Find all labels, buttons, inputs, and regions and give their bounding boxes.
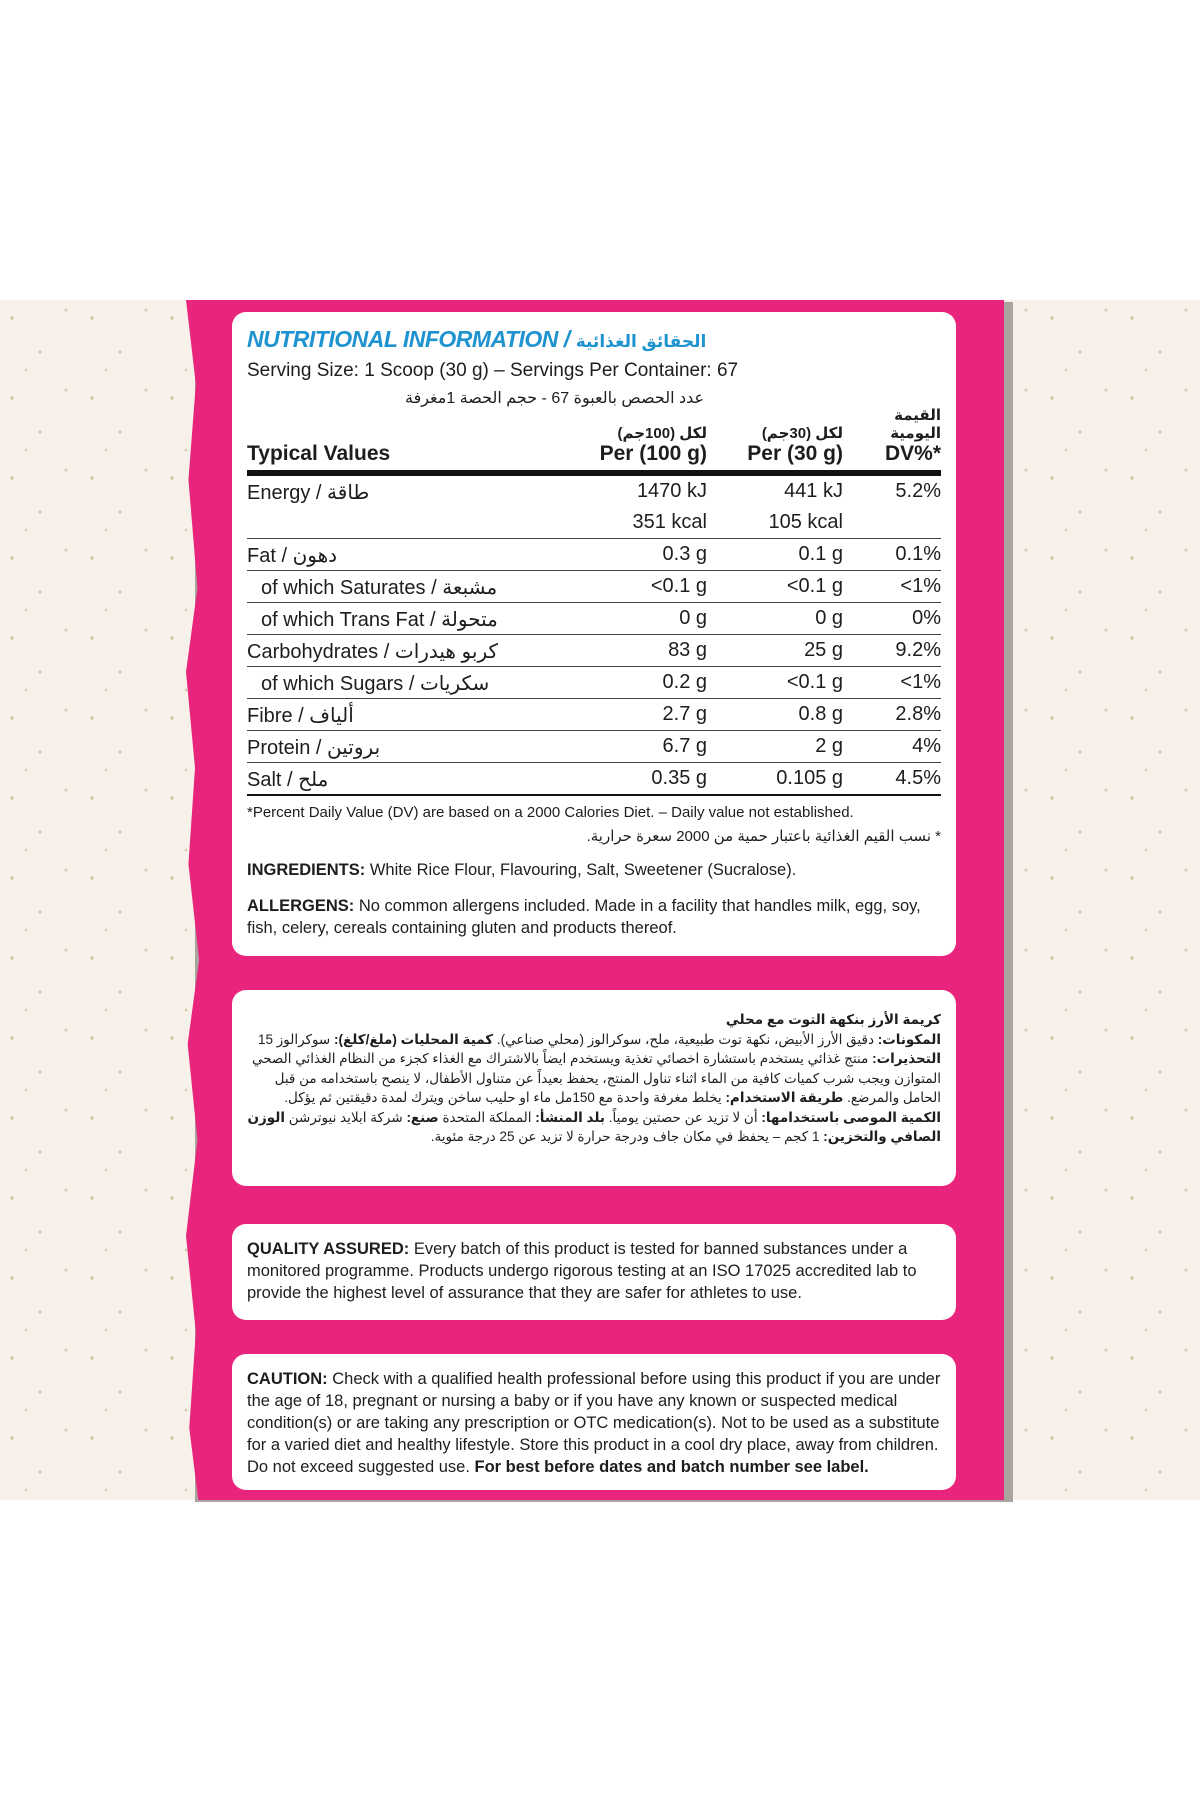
row-per-100g: 1470 kJ	[636, 480, 707, 502]
row-per-100g: 2.7 g	[662, 703, 707, 725]
header-per-30g-en: Per (30 g)	[747, 442, 843, 465]
header-daily-value	[843, 406, 941, 466]
caution-label: CAUTION:	[247, 1370, 328, 1388]
arabic-warnings-text: منتج غذائي يستخدم باستشارة اخصائي تغذية ويستخدم ايضاً بالاشتراك مع الغذاء كجزء من النظام الغذائي الصحي المتوازن ويجب شرب كميات كافية من الماء اثناء تناول المنتج، يحفظ بعيداً عن متناول الأطفال، لا ينصح باستخدامه من قبل الحامل والمرضع.	[251, 1051, 941, 1105]
header-daily-value-ar: القيمة اليومية	[890, 407, 941, 442]
arabic-sweetener-text: سوكرالوز 15	[257, 1031, 334, 1047]
row-per-30g: 25 g	[804, 639, 843, 661]
serving-info: Serving Size: 1 Scoop (30 g) – Servings Per Container: 67	[247, 360, 739, 381]
row-daily-value: 2.8%	[895, 703, 941, 725]
arabic-info-text	[247, 1010, 941, 1147]
row-daily-value: 0%	[912, 607, 941, 629]
arabic-sweetener-label: كمية المحليات (ملغ/كلغ):	[334, 1031, 497, 1047]
row-label: Carbohydrates / كربو هيدرات	[247, 641, 498, 663]
row-per-30g: 0.105 g	[776, 767, 843, 789]
nutrition-title	[247, 326, 941, 356]
row-per-30g: <0.1 g	[786, 671, 843, 693]
caution-text: Check with a qualified health professional before using this product if you are under the age of 18, pregnant or nursing a baby or if you have any known or suspected medical condition(s) or are taking any prescription or OTC medication(s). Not to be used as a substitute for a varied diet and healthy lifestyle. Store this product in a cool dry place, away from children. Do not exceed suggested use.	[247, 1370, 941, 1476]
arabic-origin-label: بلد المنشأ:	[535, 1109, 605, 1125]
header-per-100g	[527, 424, 707, 466]
row-daily-value: 9.2%	[895, 639, 941, 661]
arabic-product-title: كريمة الأرز بنكهة التوت مع محلي	[725, 1012, 941, 1027]
header-per-30g	[707, 424, 843, 466]
row-per-30g: 0.1 g	[798, 543, 843, 565]
header-per-30g-ar: لكل (30جم)	[761, 425, 843, 442]
allergens	[247, 895, 941, 939]
row-per-100g: 0.35 g	[651, 767, 707, 789]
row-label: Protein / بروتين	[247, 737, 381, 759]
arabic-weight-text: 1 كجم – يحفظ في مكان جاف ودرجة حرارة لا تزيد عن 25 درجة مئوية.	[430, 1129, 824, 1144]
header-typical-values: Typical Values	[247, 442, 391, 465]
arabic-amount-text: أن لا تزيد عن حصتين يومياً.	[608, 1109, 762, 1125]
header-daily-value-en: DV%*	[884, 442, 941, 465]
row-daily-value: <1%	[900, 575, 941, 597]
row-daily-value: <1%	[900, 671, 941, 693]
row-per-100g-kcal: 351 kcal	[632, 511, 707, 533]
arabic-weight-label: الوزن الصافي والتخزين:	[247, 1109, 941, 1144]
quality-label: QUALITY ASSURED:	[247, 1240, 410, 1258]
table-row	[247, 571, 941, 603]
row-label: Energy / طاقة	[247, 482, 370, 504]
table-row	[247, 539, 941, 571]
row-label: of which Saturates / مشبعة	[261, 577, 498, 599]
row-label: of which Sugars / سكريات	[261, 673, 490, 695]
ingredients	[247, 859, 941, 881]
arabic-info-card	[232, 990, 956, 1186]
caution-card	[232, 1354, 956, 1490]
arabic-maker-label: صنع:	[406, 1109, 439, 1125]
quality-assured	[247, 1238, 941, 1304]
table-row	[247, 731, 941, 763]
row-daily-value: 5.2%	[895, 480, 941, 502]
row-per-100g: 6.7 g	[662, 735, 707, 757]
arabic-usage-label: طريقة الاستخدام:	[725, 1090, 844, 1105]
allergens-text: No common allergens included. Made in a facility that handles milk, egg, soy, fish, celery, cereals containing gluten and products thereof.	[247, 897, 921, 937]
row-per-100g: 83 g	[668, 639, 707, 661]
arabic-ingredients-label: المكونات:	[877, 1031, 941, 1047]
row-per-30g: 0.8 g	[798, 703, 843, 725]
footnote-ar: * نسب القيم الغذائية باعتبار حمية من 2000 سعرة حرارية.	[586, 828, 941, 845]
row-label: Fat / دهون	[247, 545, 338, 567]
arabic-warnings-label: التحذيرات:	[872, 1051, 941, 1066]
allergens-label: ALLERGENS:	[247, 897, 355, 915]
row-per-100g: <0.1 g	[650, 575, 707, 597]
caution	[247, 1368, 941, 1478]
row-per-30g: 0 g	[815, 607, 843, 629]
ingredients-text: White Rice Flour, Flavouring, Salt, Sweetener (Sucralose).	[365, 861, 797, 879]
table-row	[247, 603, 941, 635]
nutrition-card	[232, 312, 956, 956]
caution-best-before: For best before dates and batch number see label.	[469, 1458, 869, 1476]
row-per-30g-kcal: 105 kcal	[768, 511, 843, 533]
row-label: Salt / ملح	[247, 769, 329, 791]
row-per-30g: <0.1 g	[786, 575, 843, 597]
table-row	[247, 763, 941, 796]
quality-text: Every batch of this product is tested for banned substances under a monitored programme. Products undergo rigorous testing at an ISO 17025 accredited lab to provide the highest level of assurance that they are safer for athletes to use.	[247, 1240, 917, 1302]
table-row	[247, 667, 941, 699]
row-daily-value: 0.1%	[895, 543, 941, 565]
serving-info-ar: عدد الحصص بالعبوة 67 - حجم الحصة 1مغرفة	[405, 390, 705, 407]
header-per-100g-en: Per (100 g)	[599, 442, 707, 465]
table-header	[247, 407, 941, 466]
header-per-100g-ar: لكل (100جم)	[617, 425, 707, 442]
row-per-100g: 0.3 g	[662, 543, 707, 565]
row-daily-value: 4%	[912, 735, 941, 757]
table-row	[247, 635, 941, 667]
table-row	[247, 699, 941, 731]
arabic-origin-text: المملكة المتحدة	[442, 1109, 536, 1125]
ingredients-label: INGREDIENTS:	[247, 861, 366, 879]
row-per-100g: 0 g	[679, 607, 707, 629]
nutrition-title-ar: الحقائق الغذائية	[575, 332, 707, 351]
row-daily-value: 4.5%	[895, 767, 941, 789]
footnote-en: *Percent Daily Value (DV) are based on a 2000 Calories Diet. – Daily value not established.	[247, 804, 854, 821]
row-per-30g: 2 g	[815, 735, 843, 757]
quality-card	[232, 1224, 956, 1320]
arabic-amount-label: الكمية الموصى باستخدامها:	[761, 1109, 941, 1125]
arabic-ingredients-text: دقيق الأرز الأبيض، نكهة توت طبيعية، ملح، سوكرالوز (محلي صناعي).	[496, 1031, 878, 1047]
row-label: Fibre / ألياف	[247, 705, 354, 727]
table-row	[247, 476, 941, 539]
row-label: of which Trans Fat / متحولة	[261, 609, 498, 631]
nutrition-title-en: NUTRITIONAL INFORMATION /	[247, 326, 570, 352]
arabic-usage-text: يخلط مغرفة واحدة مع 150مل ماء او حليب ساخن ويترك لمدة دقيقتين ثم يؤكل.	[284, 1090, 726, 1105]
arabic-maker-text: شركة ابلايد نيوترشن	[288, 1109, 407, 1125]
row-per-100g: 0.2 g	[662, 671, 707, 693]
row-per-30g: 441 kJ	[784, 480, 843, 502]
